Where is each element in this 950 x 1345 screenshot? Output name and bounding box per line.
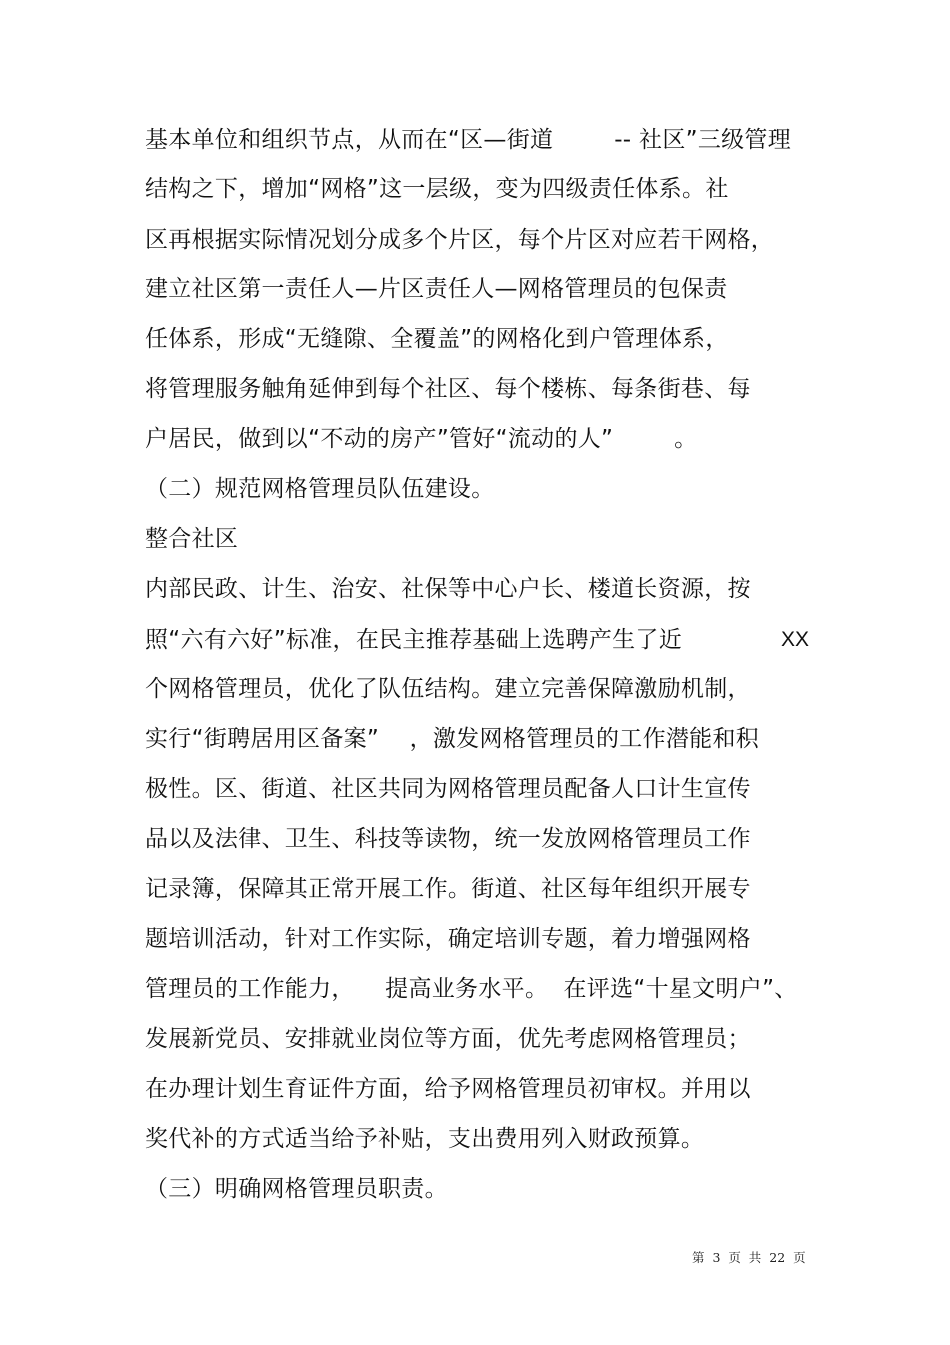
- paragraph-line: 建立社区第一责任人—片区责任人—网格管理员的包保责: [145, 276, 728, 302]
- paragraph-line: 个网格管理员，优化了队伍结构。建立完善保障激励机制，: [145, 676, 751, 702]
- paragraph-line: 题培训活动，针对工作实际，确定培训专题，着力增强网格: [145, 926, 751, 952]
- paragraph-line: 将管理服务触角延伸到每个社区、每个楼栋、每条街巷、每: [145, 376, 751, 402]
- paragraph-line: 任体系，形成“无缝隙、全覆盖”的网格化到户管理体系，: [145, 326, 729, 352]
- placeholder-mark: XX: [781, 628, 810, 651]
- section-heading: （二）规范网格管理员队伍建设。: [145, 476, 495, 502]
- paragraph-line: 奖代补的方式适当给予补贴，支出费用列入财政预算。: [145, 1126, 705, 1152]
- paragraph-line: 发展新党员、安排就业岗位等方面，优先考虑网格管理员；: [145, 1026, 751, 1052]
- paragraph-line: 在办理计划生育证件方面，给予网格管理员初审权。并用以: [145, 1076, 751, 1102]
- paragraph-line: 内部民政、计生、治安、社保等中心户长、楼道长资源，按: [145, 576, 751, 602]
- paragraph-line: 极性。区、街道、社区共同为网格管理员配备人口计生宣传: [145, 776, 751, 802]
- paragraph-line: 结构之下，增加“网格”这一层级，变为四级责任体系。社: [145, 176, 729, 202]
- paragraph-line: 整合社区: [145, 526, 239, 552]
- paragraph-line: 户居民，做到以“不动的房产”管好“流动的人” 。: [145, 426, 698, 452]
- section-heading: （三）明确网格管理员职责。: [145, 1176, 448, 1202]
- page-number-footer: 第 3 页 共 22 页: [692, 1250, 806, 1265]
- paragraph-line: 基本单位和组织节点，从而在“区—街道 -- 社区”三级管理: [145, 127, 792, 153]
- paragraph-line: 照“六有六好”标准，在民主推荐基础上选聘产生了近: [145, 627, 683, 653]
- paragraph-line: 实行“街聘居用区备案” ，激发网格管理员的工作潜能和积: [145, 726, 760, 752]
- paragraph-line: 品以及法律、卫生、科技等读物，统一发放网格管理员工作: [145, 826, 751, 852]
- paragraph-line: 区再根据实际情况划分成多个片区，每个片区对应若干网格，: [145, 227, 775, 253]
- paragraph-line: 记录簿，保障其正常开展工作。街道、社区每年组织开展专: [145, 876, 751, 902]
- paragraph-line: 管理员的工作能力， 提高业务水平。 在评选“十星文明户”、: [145, 976, 798, 1002]
